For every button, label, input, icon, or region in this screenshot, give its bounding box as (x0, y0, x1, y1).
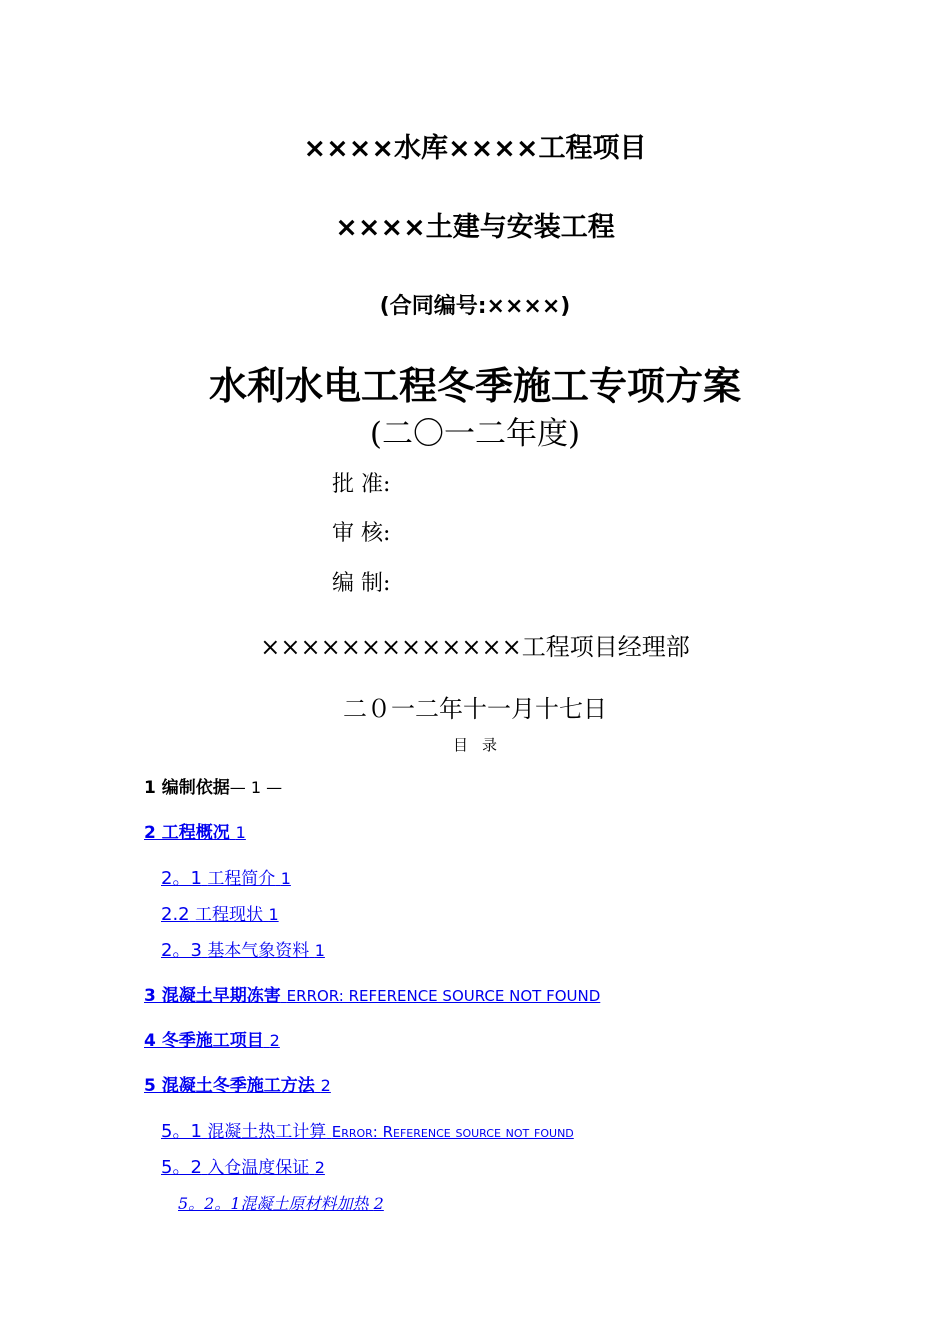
toc-item[interactable] (161, 903, 279, 927)
year-label: (二〇一二年度) (369, 416, 581, 452)
toc-link[interactable] (144, 1076, 331, 1096)
toc-item-page: ERROR: REFERENCE SOURCE NOT FOUND (286, 987, 601, 1005)
toc-item-number: 2。1 (161, 868, 202, 889)
toc-item-text: 5。2。1混凝土原材料加热 (178, 1194, 369, 1213)
toc-item-page: 2 (314, 1158, 325, 1177)
main-title: 水利水电工程冬季施工专项方案 (208, 364, 741, 408)
toc-item-text: 3 混凝土早期冻害 (144, 986, 281, 1006)
toc-item-number: 2.2 (161, 904, 190, 925)
toc-item-page: 2 (269, 1031, 280, 1050)
toc-link[interactable] (161, 869, 291, 889)
compile-label: 编 制: (332, 571, 391, 596)
toc-item[interactable] (144, 1029, 280, 1053)
toc-item-text: 入仓温度保证 (207, 1158, 310, 1178)
review-label: 审 核: (332, 521, 391, 546)
toc-item-page: — 1 — (229, 778, 283, 797)
toc-item-number: 5。1 (161, 1121, 202, 1142)
approve-label: 批 准: (332, 472, 391, 497)
toc-item[interactable] (144, 821, 246, 845)
toc-item-page: 1 (268, 905, 279, 924)
toc-link[interactable] (144, 986, 600, 1006)
project-name-line-2: ××××土建与安装工程 (335, 212, 615, 243)
toc-link[interactable] (161, 1158, 325, 1178)
toc-item-number: 2。3 (161, 940, 202, 961)
toc-item-text: 4 冬季施工项目 (144, 1031, 264, 1051)
toc-item-text: 基本气象资料 (207, 941, 310, 961)
toc-item-page: 2 (373, 1194, 384, 1213)
document-date: 二０一二年十一月十七日 (343, 695, 607, 723)
toc-item[interactable] (161, 939, 325, 963)
toc-item-text: 工程简介 (207, 869, 276, 889)
toc-item-page: 1 (235, 823, 246, 842)
toc-item[interactable] (161, 867, 291, 891)
toc-item-page: Error: Reference source not found (331, 1123, 574, 1141)
contract-number: (合同编号:××××) (379, 294, 571, 319)
project-name-line-1: ××××水库××××工程项目 (303, 133, 647, 164)
toc-link[interactable] (161, 905, 279, 925)
toc-link[interactable] (178, 1194, 384, 1213)
toc-link[interactable] (144, 1031, 280, 1051)
toc-item[interactable] (144, 1074, 331, 1098)
toc-item[interactable] (144, 984, 600, 1008)
toc-link[interactable] (161, 941, 325, 961)
toc-link[interactable] (161, 1122, 574, 1142)
toc-item (144, 776, 282, 800)
toc-item-text: 混凝土热工计算 (207, 1122, 327, 1142)
toc-item-text: 工程现状 (195, 905, 264, 925)
toc-item[interactable] (161, 1120, 574, 1144)
toc-item-page: 1 (314, 941, 325, 960)
toc-item[interactable] (178, 1192, 384, 1216)
toc-item-text: 2 工程概况 (144, 823, 230, 843)
toc-title: 目录 (452, 736, 511, 754)
toc-item-text: 1 编制依据 (144, 778, 230, 798)
toc-item-page: 1 (280, 869, 291, 888)
toc-item-text: 5 混凝土冬季施工方法 (144, 1076, 315, 1096)
organization-name: ×××××××××××××工程项目经理部 (260, 633, 690, 661)
toc-link[interactable] (144, 823, 246, 843)
toc-item-number: 5。2 (161, 1157, 202, 1178)
toc-item[interactable] (161, 1156, 325, 1180)
toc-item-page: 2 (320, 1076, 331, 1095)
